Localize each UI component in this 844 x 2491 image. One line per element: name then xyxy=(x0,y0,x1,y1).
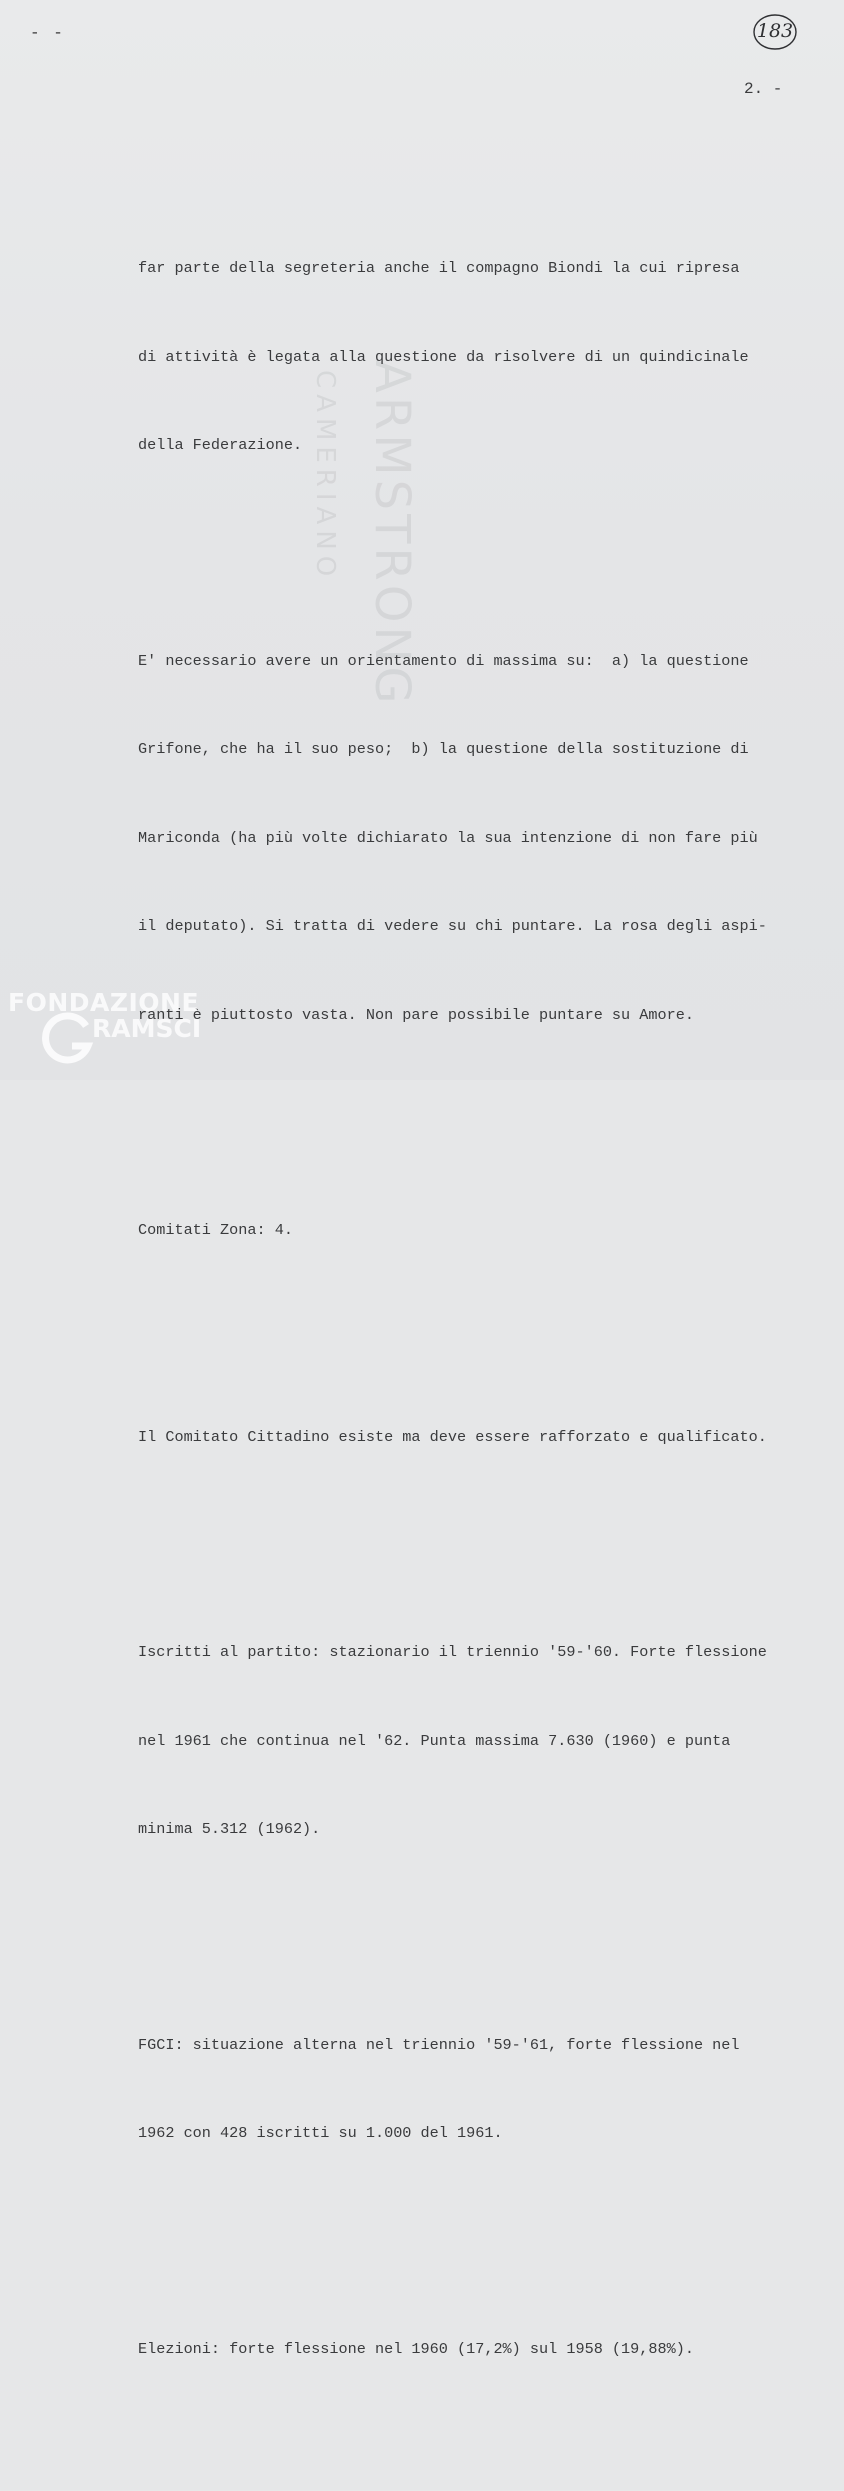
text-line: Il Comitato Cittadino esiste ma deve essere rafforzato e qualificato. xyxy=(138,1427,767,1446)
text-line: Elezioni: forte flessione nel 1960 (17,2%) sul 1958 (19,88%). xyxy=(138,2339,694,2358)
paragraph-comitato-cittadino xyxy=(138,1364,828,1512)
paragraph-segreteria xyxy=(138,195,828,520)
text-line: il deputato). Si tratta di vedere su chi puntare. La rosa degli aspi- xyxy=(138,917,767,935)
document-body xyxy=(138,136,828,2491)
page-number: 2. - xyxy=(744,80,783,98)
text-line: di attività è legata alla questione da risolvere di un quindicinale xyxy=(138,347,749,366)
text-line: Iscritti al partito: stazionario il triennio '59-'60. Forte flessione xyxy=(138,1643,767,1661)
watermark-main: ARMSTRONG xyxy=(364,360,420,708)
text-line: ranti è piuttosto vasta. Non pare possibile puntare su Amore. xyxy=(138,1005,694,1024)
watermark-secondary: CAMERIANO xyxy=(310,370,340,583)
text-line: Comitati Zona: 4. xyxy=(138,1221,293,1239)
top-left-mark: - - xyxy=(30,24,65,42)
logo-g-icon xyxy=(42,1012,96,1066)
logo-line-2: RAMSCI xyxy=(92,1014,202,1043)
text-line: della Federazione. xyxy=(138,436,303,454)
paragraph-comitati-zona xyxy=(138,1157,828,1305)
fondazione-gramsci-logo xyxy=(8,988,218,1074)
paragraph-elezioni xyxy=(138,2276,828,2424)
text-line: nel 1961 che continua nel '62. Punta massima 7.630 (1960) e punta xyxy=(138,1731,731,1750)
paragraph-iscritti xyxy=(138,1579,828,1904)
text-line: far parte della segreteria anche il compagno Biondi la cui ripresa xyxy=(138,259,740,277)
text-line: Mariconda (ha più volte dichiarato la sua intenzione di non fare più xyxy=(138,828,758,847)
folio-number: 183 xyxy=(756,20,794,42)
paragraph-fgci xyxy=(138,1972,828,2208)
text-line: E' necessario avere un orientamento di massima su: a) la questione xyxy=(138,651,749,670)
folio-stamp xyxy=(752,12,798,52)
paragraph-orientamento xyxy=(138,588,828,1090)
text-line: Grifone, che ha il suo peso; b) la questione della sostituzione di xyxy=(138,740,749,758)
text-line: FGCI: situazione alterna nel triennio '59-'61, forte flessione nel xyxy=(138,2035,740,2054)
text-line: minima 5.312 (1962). xyxy=(138,1820,321,1838)
logo-line-1: FONDAZIONE xyxy=(8,988,200,1017)
text-line: 1962 con 428 iscritti su 1.000 del 1961. xyxy=(138,2124,503,2142)
